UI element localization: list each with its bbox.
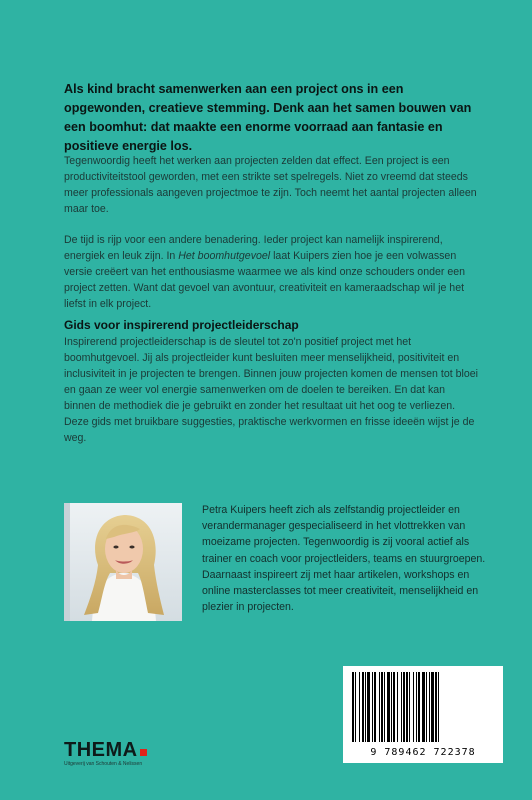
intro-text: Als kind bracht samenwerken aan een project ons in een opgewonden, creatieve stemming. Denk aan het samen bouwen van een boomhut: dat maakte een enorme voorraad aan fantasie en positieve energie los. [64, 82, 472, 153]
author-bio: Petra Kuipers heeft zich als zelfstandig projectleider en verandermanager gespecialiseerd in het vlottrekken van moeizame projecten. Tegenwoordig is zij vooral actief als trainer en coach voor projectleiders, teams en stuurgroepen. Daarnaast inspireert zij met haar artikelen, workshops en online masterclasses tot meer creativiteit, menselijkheid en plezier in projecten. [202, 504, 486, 614]
publisher-logo-text: THEMA [64, 739, 138, 761]
barcode-number: 9 789462 722378 [370, 747, 476, 758]
paragraph-2 [64, 232, 479, 312]
author-photo [64, 503, 182, 621]
publisher-subline: Uitgeverij van Schouten & Nelissen [64, 761, 143, 767]
paragraph-2-end: laat Kuipers zien hoe je een volwassen versie creëert van het enthousiasme waarmee we als kind onze schouders onder een project zetten. Want dat gevoel van avontuur, creativiteit en kameraadschap wil je het liefst in elk project. [64, 250, 466, 310]
barcode-bars [352, 672, 494, 742]
paragraph-2-start: De tijd is rijp voor een andere benadering. Ieder project kan namelijk inspirerend, energiek en leuk zijn. In [64, 234, 443, 262]
author-portrait-illustration [64, 503, 182, 621]
publisher-logo [64, 739, 147, 762]
paragraph-3: Inspirerend projectleiderschap is de sleutel tot zo'n positief project met het boomhutgevoel. Jij als projectleider kunt besluiten meer menselijkheid, positiviteit en inclusiviteit in je projecten te brengen. Binnen jouw projecten komen de mensen tot bloei en gaan ze weer vol energie samenwerken om de doelen te bereiken. En dat kan binnen de methodiek die je gebruikt en zonder het resultaat uit het oog te verliezen. Deze gids met bruikbare suggesties, praktische werkvormen en frisse ideeën wijst je de weg. [64, 336, 478, 444]
book-title-italic: Het boomhutgevoel [178, 250, 271, 262]
isbn-barcode [343, 666, 503, 763]
paragraph-1: Tegenwoordig heeft het werken aan projecten zelden dat effect. Een project is een productiviteitstool geworden, met een strikte set spelregels. Niet zo vreemd dat steeds meer professionals aangeven projectmoe te zijn. Toch neemt het aantal projecten alleen maar toe. [64, 155, 477, 215]
logo-dot [140, 749, 147, 756]
section-title: Gids voor inspirerend projectleiderschap [64, 318, 299, 332]
